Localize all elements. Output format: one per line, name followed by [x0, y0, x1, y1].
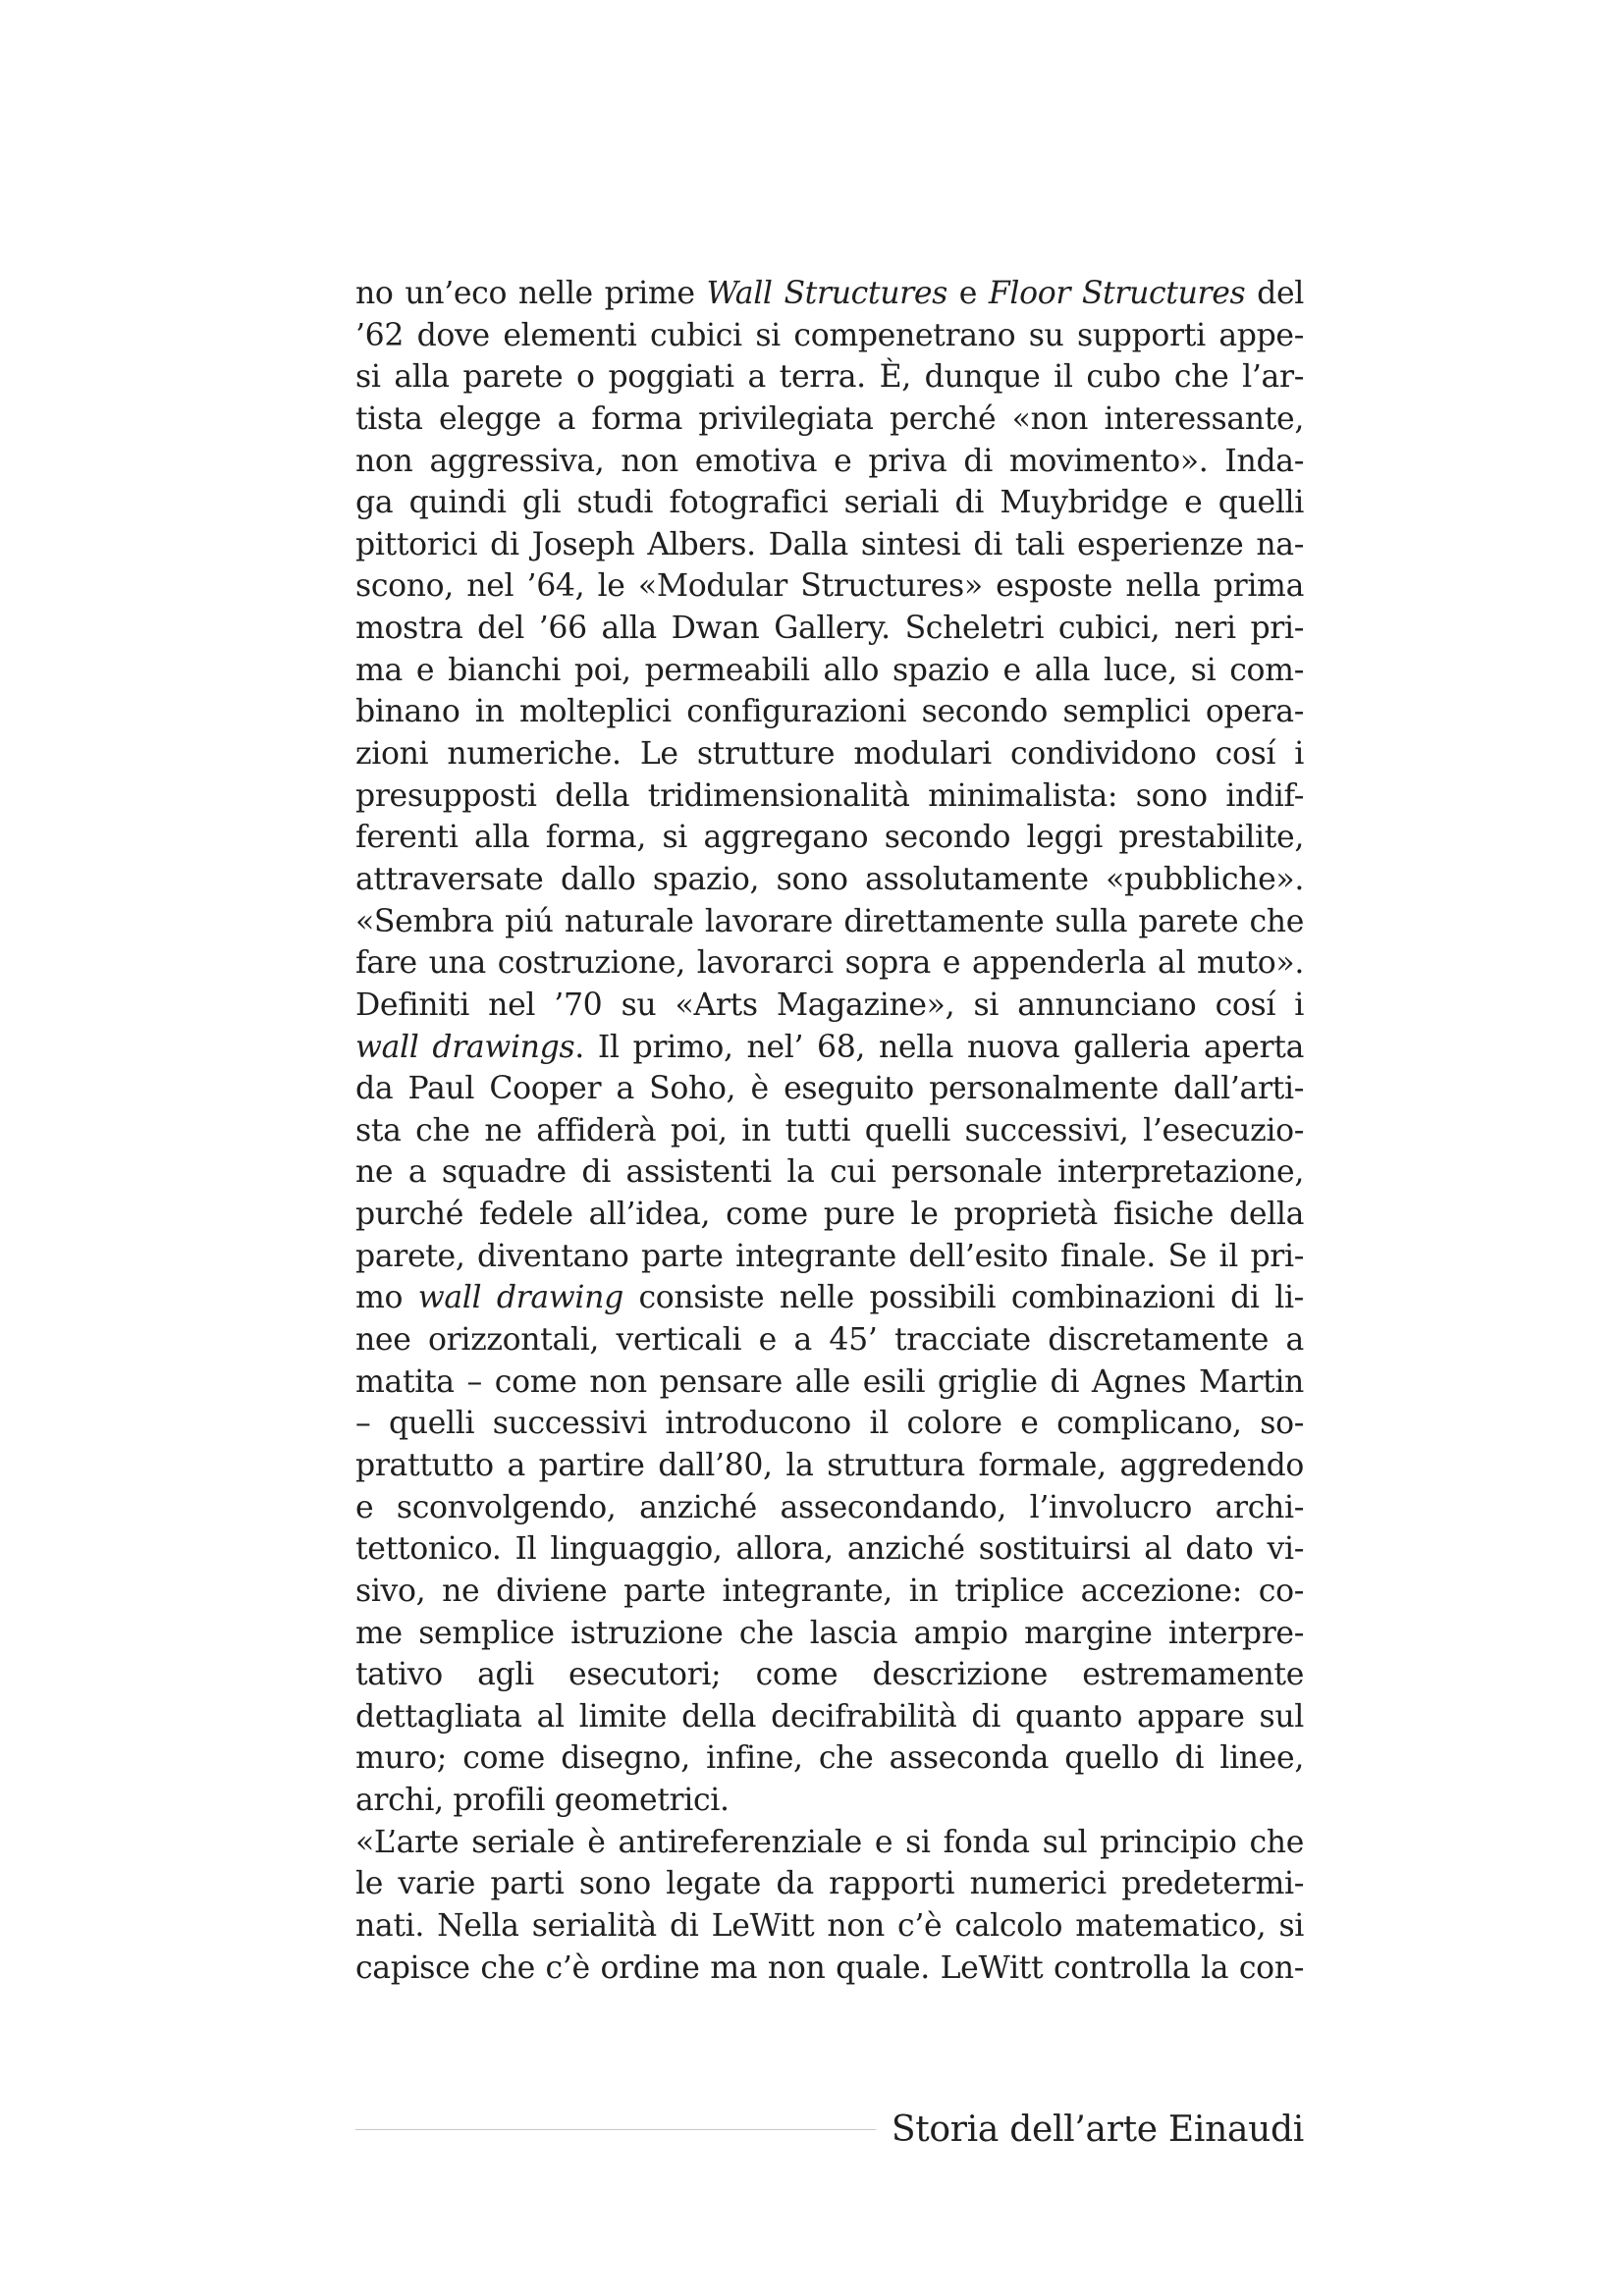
text-line: tista elegge a forma privilegiata perché «non interessante,: [355, 400, 1304, 437]
text-line: wall drawings. Il primo, nel’ 68, nella nuova galleria aperta: [355, 1029, 1304, 1065]
text-line: sta che ne affiderà poi, in tutti quelli successivi, l’esecuzio-: [355, 1112, 1304, 1148]
page-footer: [355, 2101, 1304, 2160]
text-line: Definiti nel ’70 su «Arts Magazine», si annunciano cosí i: [355, 987, 1304, 1023]
text-line: – quelli successivi introducono il colore e complicano, so-: [355, 1406, 1304, 1442]
text-line: dettagliata al limite della decifrabilità di quanto appare sul: [355, 1698, 1304, 1735]
text-line: archi, profili geometrici.: [355, 1783, 730, 1819]
text-line: pittorici di Joseph Albers. Dalla sintesi di tali esperienze na-: [355, 526, 1304, 562]
text-line: binano in molteplici configurazioni secondo semplici opera-: [355, 694, 1304, 730]
text-line: me semplice istruzione che lascia ampio margine interpre-: [355, 1615, 1304, 1651]
text-line: ferenti alla forma, si aggregano secondo leggi prestabilite,: [355, 820, 1304, 856]
italic-title: wall drawings: [355, 1029, 575, 1065]
text-line: attraversate dallo spazio, sono assolutamente «pubbliche».: [355, 861, 1304, 897]
text-line: fare una costruzione, lavorarci sopra e appenderla al muto».: [355, 945, 1304, 982]
text-line: «L’arte seriale è antireferenziale e si fonda sul principio che: [355, 1824, 1304, 1860]
text-line: sivo, ne diviene parte integrante, in triplice accezione: co-: [355, 1573, 1304, 1609]
text-line: muro; come disegno, infine, che asseconda quello di linee,: [355, 1740, 1304, 1777]
text-line: mostra del ’66 alla Dwan Gallery. Scheletri cubici, neri pri-: [355, 611, 1304, 647]
text-line: no un’eco nelle prime Wall Structures e Floor Structures del: [355, 276, 1304, 311]
text-line: purché fedele all’idea, come pure le proprietà fisiche della: [355, 1197, 1304, 1233]
text-line: «Sembra piú naturale lavorare direttamente sulla parete che: [355, 903, 1304, 939]
text-line: ma e bianchi poi, permeabili allo spazio e alla luce, si com-: [355, 652, 1304, 688]
text-line: nati. Nella serialità di LeWitt non c’è calcolo matematico, si: [355, 1907, 1304, 1944]
text-line: capisce che c’è ordine ma non quale. LeWitt controlla la con-: [355, 1949, 1304, 1986]
text-line: ne a squadre di assistenti la cui personale interpretazione,: [355, 1154, 1304, 1191]
text-line: parete, diventano parte integrante dell’esito finale. Se il pri-: [355, 1238, 1304, 1274]
text-line: nee orizzontali, verticali e a 45’ tracciate discretamente a: [355, 1322, 1304, 1359]
text-line: tettonico. Il linguaggio, allora, anziché sostituirsi al dato vi-: [355, 1531, 1304, 1568]
italic-title: Wall Structures: [706, 276, 947, 311]
body-text: [355, 273, 1304, 1989]
text-line: ’62 dove elementi cubici si compenetrano su supporti appe-: [355, 317, 1304, 353]
text-line: matita – come non pensare alle esili griglie di Agnes Martin: [355, 1363, 1304, 1400]
text-line: presupposti della tridimensionalità minimalista: sono indif-: [355, 777, 1304, 814]
italic-title: wall drawing: [417, 1280, 623, 1316]
text-line: si alla parete o poggiati a terra. È, dunque il cubo che l’ar-: [355, 359, 1304, 396]
text-line: mo wall drawing consiste nelle possibili combinazioni di li-: [355, 1280, 1304, 1316]
footer-rule: [355, 2129, 876, 2130]
text-line: ga quindi gli studi fotografici seriali di Muybridge e quelli: [355, 485, 1304, 521]
text-line: prattutto a partire dall’80, la struttura formale, aggredendo: [355, 1447, 1304, 1483]
series-title: Storia dell’arte Einaudi: [891, 2109, 1304, 2150]
text-line: tativo agli esecutori; come descrizione estremamente: [355, 1657, 1304, 1693]
text-line: e sconvolgendo, anziché assecondando, l’involucro archi-: [355, 1489, 1304, 1525]
text-line: le varie parti sono legate da rapporti numerici predetermi-: [355, 1866, 1304, 1902]
text-line: scono, nel ’64, le «Modular Structures» esposte nella prima: [355, 568, 1304, 605]
italic-title: Floor Structures: [988, 276, 1246, 311]
text-line: da Paul Cooper a Soho, è eseguito personalmente dall’arti-: [355, 1071, 1304, 1107]
text-line: zioni numeriche. Le strutture modulari condividono cosí i: [355, 736, 1304, 773]
text-line: non aggressiva, non emotiva e priva di movimento». Inda-: [355, 443, 1304, 479]
